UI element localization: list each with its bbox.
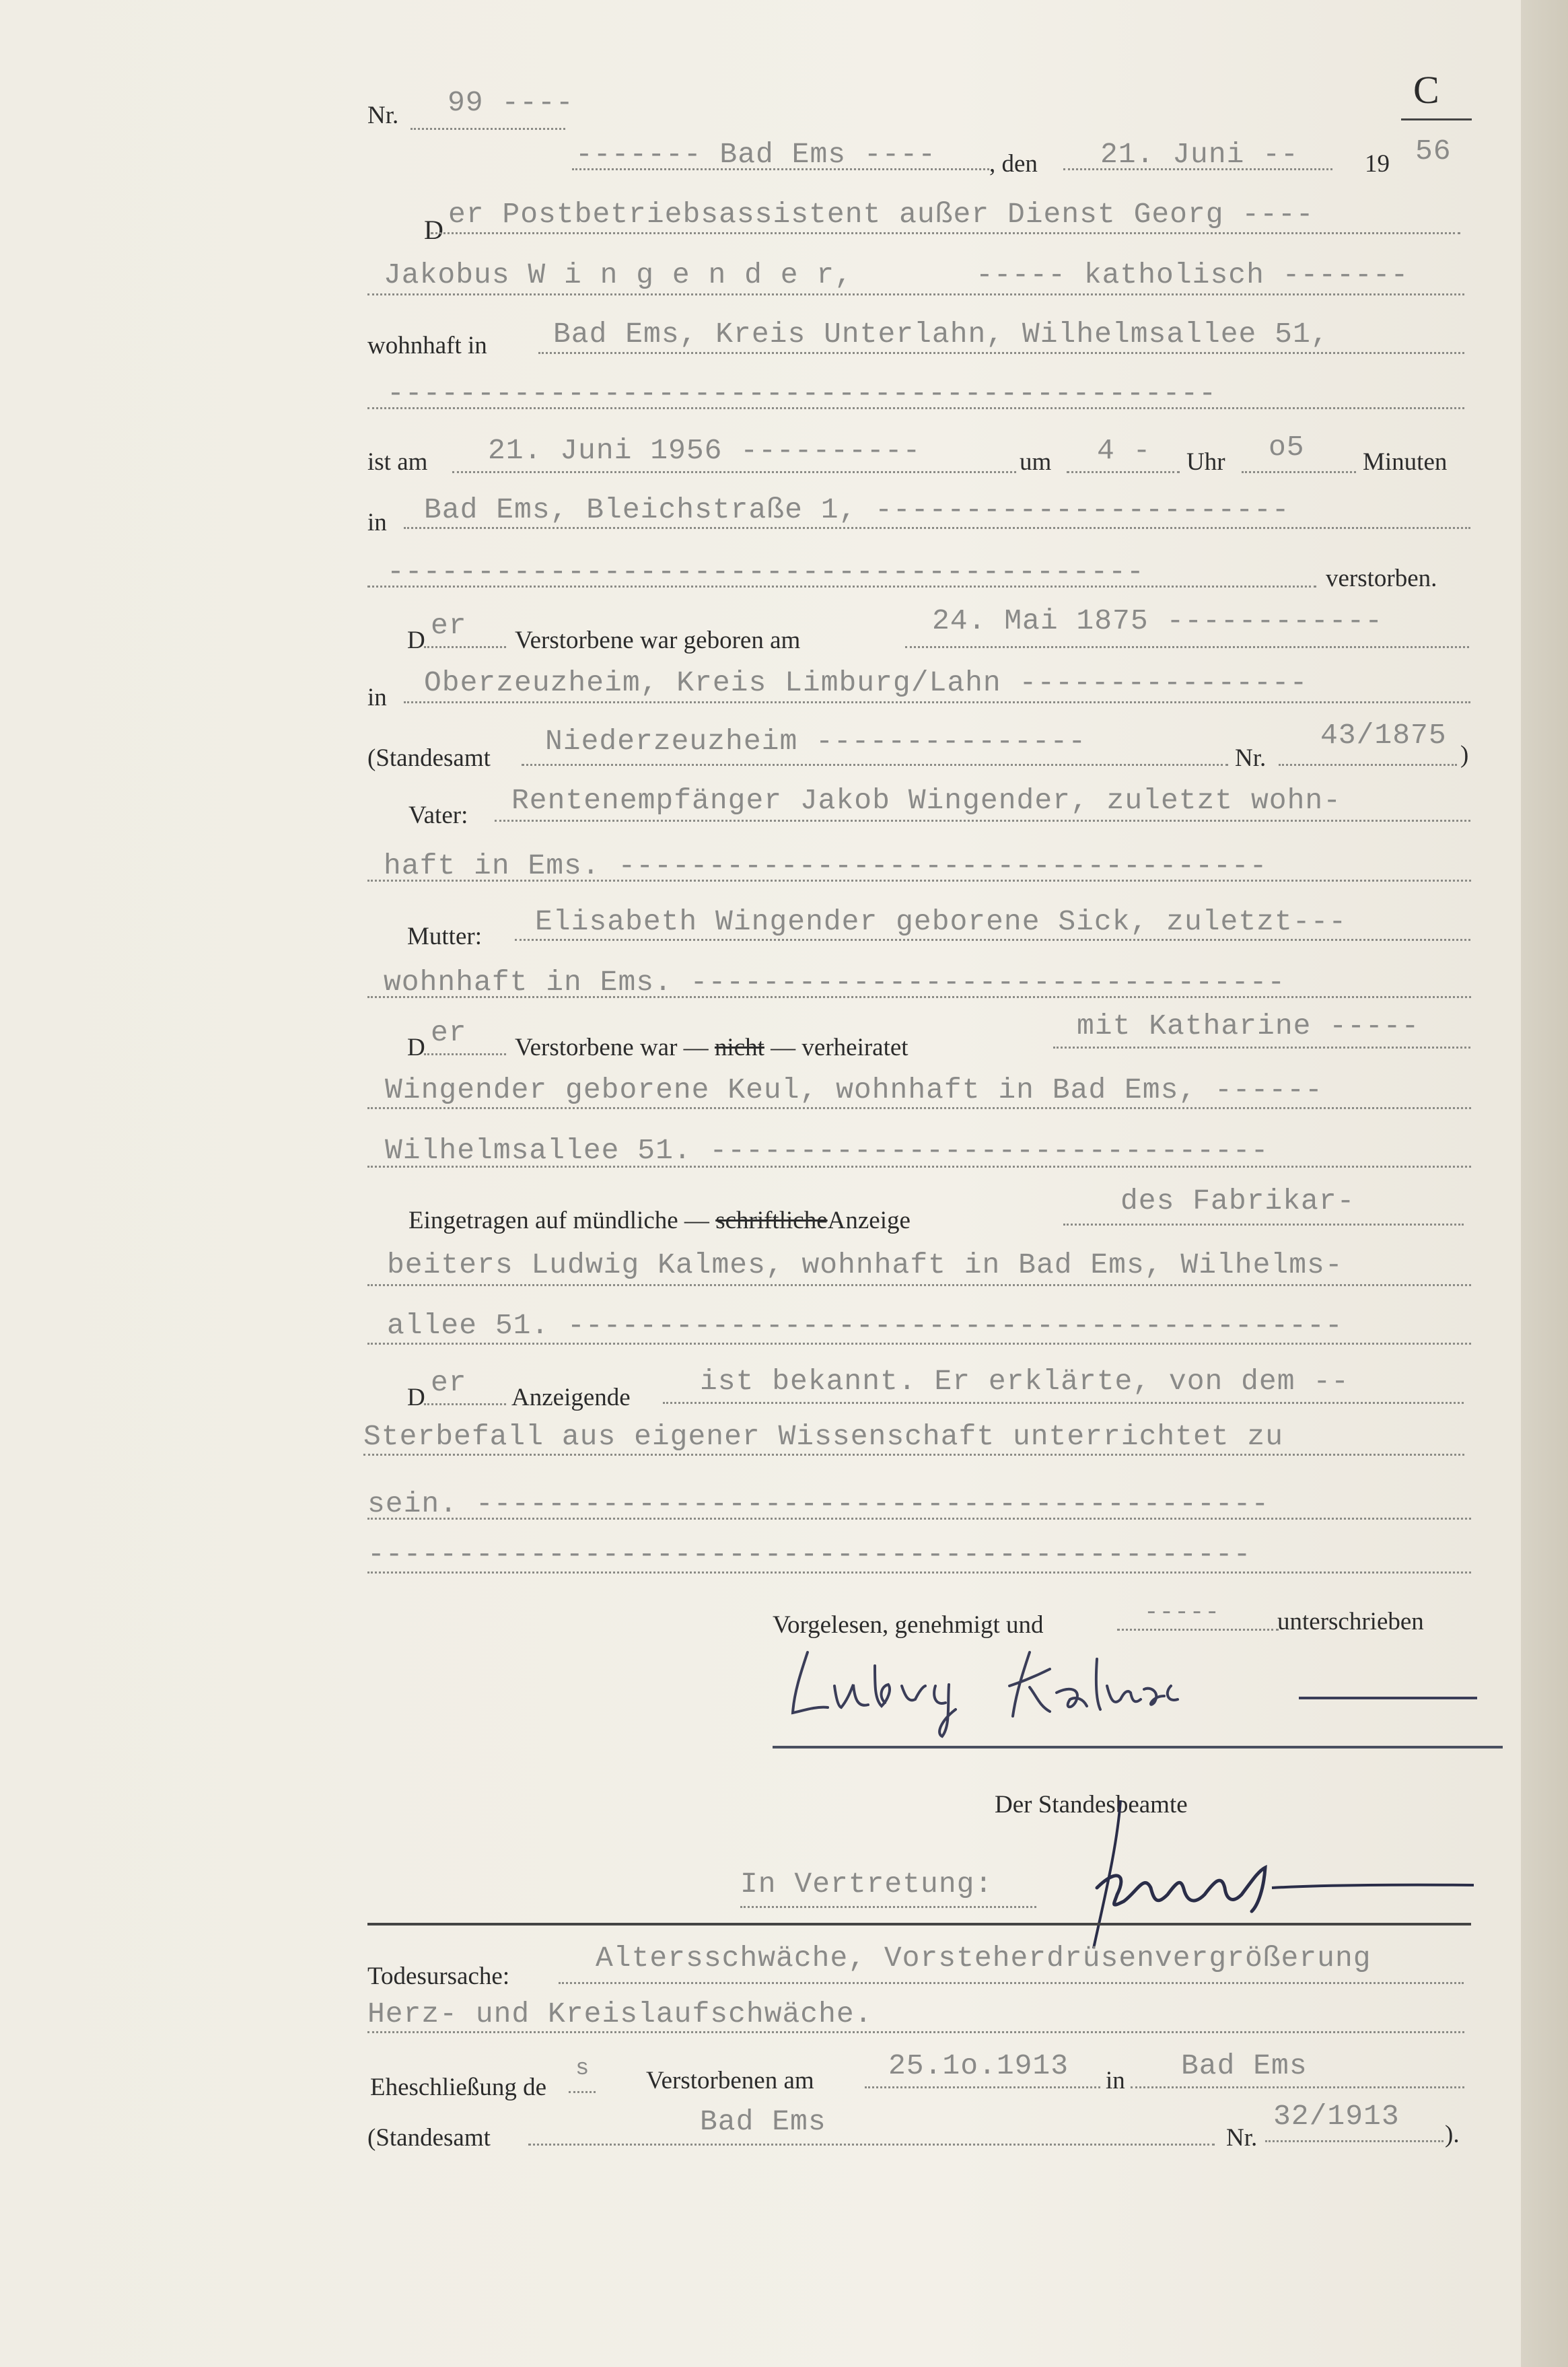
line-spouse-2 [367, 1107, 1471, 1109]
birth-place: Oberzeuzheim, Kreis Limburg/Lahn ---------------- [424, 666, 1308, 699]
marriage-label-b: — verheiratet [771, 1034, 908, 1061]
death-place: Bad Ems, Bleichstraße 1, ----------------------- [424, 493, 1290, 526]
line-vertretung [740, 1906, 1036, 1908]
line-informant-2 [367, 1284, 1471, 1286]
mutter-line2: wohnhaft in Ems. --------------------------------- [384, 966, 1286, 999]
marriage-label [515, 1033, 908, 1062]
informant-label-b: Anzeige [827, 1207, 911, 1234]
birth-d: D [407, 627, 425, 654]
informant-line3: allee 51. ------------------------------------------- [387, 1309, 1343, 1342]
line-birth-date [905, 646, 1469, 648]
birth-date: 24. Mai 1875 ------------ [932, 604, 1384, 637]
spouse-line2: Wingender geborene Keul, wohnhaft in Bad Ems, ------ [385, 1073, 1323, 1106]
marriage-in-label: in [1106, 2067, 1125, 2094]
der-prefix: D [424, 215, 443, 245]
statement-line1: ist bekannt. Er erklärte, von dem -- [700, 1365, 1349, 1398]
line-statement-1 [663, 1402, 1464, 1404]
signature-official [1050, 1794, 1481, 1955]
den-label: , den [989, 150, 1038, 178]
birth-standesamt: Niederzeuzheim --------------- [545, 725, 1087, 758]
marriage-nr-label: Nr. [1226, 2124, 1258, 2152]
letter-underline [1401, 118, 1472, 120]
uhr-label: Uhr [1186, 448, 1225, 476]
vorgelesen-dash: ----- [1144, 1598, 1221, 1626]
line-marriage-date [865, 2086, 1100, 2088]
line-de-suffix [569, 2091, 596, 2093]
verstorbenen-am-label: Verstorbenen am [646, 2067, 814, 2094]
birth-nr: 43/1875 [1320, 719, 1447, 752]
line-marriage-nr [1265, 2140, 1444, 2142]
anzeigende-d-suffix: er [431, 1366, 467, 1399]
todesursache-line2: Herz- und Kreislaufschwäche. [367, 1998, 873, 2030]
unterschrieben-label: unterschrieben [1277, 1608, 1424, 1635]
line-todesursache [559, 1982, 1464, 1984]
line-anzeigende-d [424, 1403, 506, 1405]
marriage-nr: 32/1913 [1273, 2100, 1400, 2133]
line-marriage-standesamt [528, 2144, 1215, 2146]
line-vater-2 [367, 880, 1471, 882]
deceased-name: Jakobus W i n g e n d e r, [384, 258, 853, 291]
line-vater [495, 820, 1470, 822]
verstorben-label: verstorben. [1326, 565, 1437, 592]
line-death-date [452, 471, 1016, 473]
page-edge [1521, 0, 1568, 2367]
birth-nr-label: Nr. [1235, 744, 1267, 772]
mutter-field: Elisabeth Wingender geborene Sick, zuletzt--- [535, 905, 1347, 938]
statement-line2: Sterbefall aus eigener Wissenschaft unterrichtet zu [363, 1420, 1284, 1453]
line-statement-4 [367, 1571, 1471, 1574]
mutter-label: Mutter: [407, 923, 482, 950]
spouse-field: mit Katharine ----- [1077, 1010, 1420, 1043]
statement-line4: ------------------------------------------------- [367, 1538, 1252, 1571]
eheschliessung-label: Eheschließung de [370, 2074, 546, 2101]
nr-line [411, 128, 565, 130]
date-field: 21. Juni -- [1100, 138, 1299, 171]
line-mutter [515, 939, 1470, 941]
line-birth-place [404, 701, 1470, 703]
date-line [1063, 168, 1332, 170]
line-minute [1242, 471, 1356, 473]
informant-label-a: Eingetragen auf mündliche — [408, 1207, 709, 1234]
line-death-place [404, 527, 1470, 529]
marriage-d-suffix: er [431, 1016, 467, 1049]
vorgelesen-label: Vorgelesen, genehmigt und [773, 1611, 1044, 1639]
line-birth-nr [1279, 764, 1457, 766]
vater-field: Rentenempfänger Jakob Wingender, zuletzt wohn- [511, 784, 1341, 817]
death-date: 21. Juni 1956 ---------- [488, 434, 921, 467]
line-spouse-3 [367, 1166, 1471, 1168]
statement-line3: sein. -------------------------------------------- [367, 1487, 1270, 1520]
birth-in-label: in [367, 684, 387, 711]
place-line [572, 168, 989, 170]
death-minute: o5 [1269, 431, 1305, 464]
marriage-label-a: Verstorbene war — [515, 1034, 709, 1061]
line-deceased-2 [367, 293, 1464, 295]
deceased-line1 [448, 198, 1314, 231]
birth-d-suffix: er [431, 609, 467, 642]
line-birth-d [424, 646, 506, 648]
register-letter: C [1413, 68, 1439, 112]
informant-label-schriftliche: schriftliche [715, 1207, 828, 1234]
footer-divider [367, 1923, 1471, 1926]
minuten-label: Minuten [1363, 448, 1448, 476]
marriage-date: 25.1o.1913 [888, 2049, 1069, 2082]
informant-label [408, 1206, 911, 1235]
year-suffix: 56 [1415, 135, 1452, 168]
signature-divider [773, 1746, 1503, 1748]
line-statement-2 [363, 1454, 1464, 1456]
nr-label: Nr. [367, 102, 399, 129]
todesursache-label: Todesursache: [367, 1963, 510, 1990]
line-marriage-d [424, 1053, 506, 1055]
residence-field: Bad Ems, Kreis Unterlahn, Wilhelmsallee 51, [553, 318, 1329, 351]
place-field: ------- Bad Ems ---- [575, 138, 937, 171]
line-hour [1067, 471, 1180, 473]
line-statement-3 [367, 1518, 1471, 1520]
line-todesursache-2 [367, 2031, 1464, 2033]
anzeigende-d: D [407, 1384, 425, 1411]
deceased-title: Postbetriebsassistent außer Dienst Georg ---- [502, 198, 1314, 231]
deceased-religion: ----- katholisch ------- [976, 258, 1409, 291]
informant-line1: des Fabrikar- [1120, 1185, 1355, 1217]
wohnhaft-label: wohnhaft in [367, 332, 487, 359]
line-informant-3 [367, 1343, 1471, 1345]
vertretung-label: In Vertretung: [740, 1868, 993, 1901]
anzeigende-label: Anzeigende [511, 1384, 631, 1411]
line-spouse [1053, 1047, 1470, 1049]
marriage-close: ). [1445, 2121, 1460, 2148]
line-birth-standesamt [522, 764, 1228, 766]
de-suffix: s [575, 2056, 590, 2082]
spouse-line3: Wilhelmsallee 51. ------------------------------- [385, 1134, 1269, 1167]
entry-number: 99 ---- [448, 86, 574, 119]
line-marriage-place [1131, 2086, 1464, 2088]
vater-label: Vater: [408, 802, 468, 829]
der-suffix: er [448, 198, 485, 231]
residence-line2: ---------------------------------------------- [387, 377, 1217, 410]
line-death-place-2 [367, 586, 1316, 588]
marriage-label-nicht: nicht [714, 1034, 764, 1061]
um-label: um [1020, 448, 1052, 476]
birth-close: ) [1460, 741, 1469, 769]
informant-line2: beiters Ludwig Kalmes, wohnhaft in Bad Ems, Wilhelms- [387, 1248, 1343, 1281]
signature-informant [774, 1632, 1487, 1740]
marriage-place: Bad Ems [1181, 2049, 1308, 2082]
line-informant-1 [1063, 1224, 1464, 1226]
vater-line2: haft in Ems. ------------------------------------ [384, 849, 1268, 882]
marriage-standesamt: Bad Ems [700, 2105, 826, 2138]
marriage-d: D [407, 1034, 425, 1061]
death-hour: 4 - [1097, 434, 1151, 467]
marriage-standesamt-label: (Standesamt [367, 2124, 491, 2152]
line-residence-2 [367, 407, 1464, 409]
death-place-line2: ------------------------------------------ [387, 555, 1145, 588]
line-deceased-1 [431, 232, 1460, 234]
birth-label: Verstorbene war geboren am [515, 627, 801, 654]
standesamt-label: (Standesamt [367, 744, 491, 772]
todesursache-field: Altersschwäche, Vorsteherdrüsenvergrößerung [596, 1942, 1371, 1975]
line-mutter-2 [367, 996, 1471, 998]
in-label: in [367, 509, 387, 536]
line-vorgelesen [1117, 1629, 1279, 1631]
ist-am-label: ist am [367, 448, 428, 476]
line-residence [538, 352, 1464, 354]
year-prefix: 19 [1365, 150, 1390, 178]
standesbeamte-label: Der Standesbeamte [995, 1791, 1188, 1818]
